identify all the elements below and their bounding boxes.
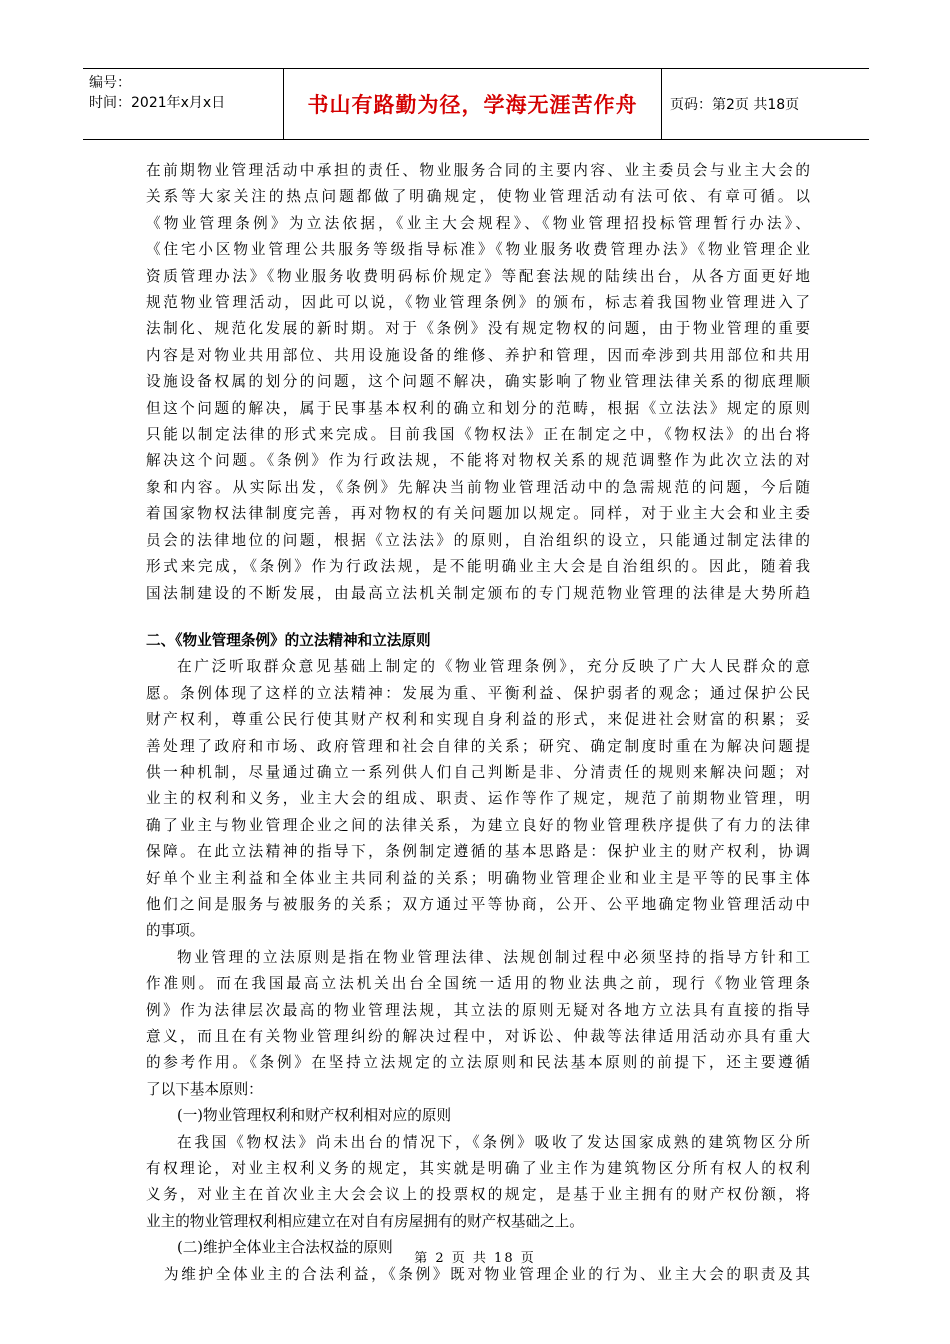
page-footer: 第 2 页 共 18 页 <box>414 1251 536 1266</box>
text-line: 为维护全体业主的合法利益，《条例》既对物业管理企业的行为、业主大会的职责及其 <box>164 1265 810 1283</box>
paragraph-4 <box>146 1130 810 1236</box>
text-line: 善处理了政府和市场、政府管理和社会自律的关系；研究、确定制度时重在为解决问题提 <box>146 737 810 755</box>
paragraph-3 <box>146 945 810 1103</box>
text-line: 愿。条例体现了这样的立法精神：发展为重、平衡利益、保护弱者的观念；通过保护公民 <box>146 684 810 702</box>
text-line: 在广泛听取群众意见基础上制定的《物业管理条例》，充分反映了广大人民群众的意 <box>177 658 810 676</box>
text-line: 象和内容。从实际出发，《条例》先解决当前物业管理活动中的急需规范的问题，今后随 <box>146 478 810 496</box>
text-line: 解决这个问题。《条例》作为行政法规，不能将对物权关系的规范调整作为此次立法的对 <box>146 452 810 470</box>
header-meta <box>83 69 284 139</box>
text-line: 设施设备权属的划分的问题，这个问题不解决，确实影响了物业管理法律关系的彻底理顺 <box>146 373 810 391</box>
text-line: 了以下基本原则： <box>146 1080 263 1098</box>
text-line: 业主的权利和义务，业主大会的组成、职责、运作等作了规定，规范了前期物业管理，明 <box>146 790 810 808</box>
text-line: 《住宅小区物业管理公共服务等级指导标准》《物业服务收费管理办法》《物业管理企业 <box>146 241 810 259</box>
paragraph-1 <box>146 158 810 607</box>
text-line: 财产权利，尊重公民行使其财产权利和实现自身利益的形式，来促进社会财富的积累；妥 <box>146 711 810 729</box>
text-line: 内容是对物业共用部位、共用设施设备的维修、养护和管理，因而牵涉到共用部位和共用 <box>146 346 810 364</box>
text-line: 资质管理办法》《物业服务收费明码标价规定》等配套法规的陆续出台，从各方面更好地 <box>146 267 810 285</box>
text-line: 例》作为法律层次最高的物业管理法规，其立法的原则无疑对各地方立法具有直接的指导 <box>146 1001 810 1019</box>
text-line: 意义，而且在有关物业管理纠纷的解决过程中，对诉讼、仲裁等法律适用活动亦具有重大 <box>146 1028 810 1045</box>
subsection-2-title: (二)维护全体业主合法权益的原则 <box>177 1239 393 1257</box>
subsection-1-title: (一)物业管理权利和财产权利相对应的原则 <box>177 1107 452 1125</box>
text-line: 供一种机制，尽量通过确立一系列供人们自己判断是非、分清责任的规则来解决问题；对 <box>146 763 810 781</box>
section-title: 二、《物业管理条例》的立法精神和立法原则 <box>146 631 431 649</box>
text-line: 《物业管理条例》为立法依据，《业主大会规程》、《物业管理招投标管理暂行办法》、 <box>146 214 810 232</box>
text-line: 在我国《物权法》尚未出台的情况下，《条例》吸收了发达国家成熟的建筑物区分所 <box>177 1133 810 1151</box>
text-line: 好单个业主利益和全体业主共同利益的关系；明确物业管理企业和业主是平等的民事主体 <box>146 869 810 887</box>
header-motto: 书山有路勤为径，学海无涯苦作舟 <box>307 93 638 117</box>
text-line: 物业管理的立法原则是指在物业管理法律、法规创制过程中必须坚持的指导方针和工 <box>177 948 810 966</box>
page-header <box>83 68 869 140</box>
text-line: 国法制建设的不断发展，由最高立法机关制定颁布的专门规范物业管理的法律是大势所趋 <box>146 584 810 602</box>
text-line: 只能以制定法律的形式来完成。目前我国《物权法》正在制定之中，《物权法》的出台将 <box>146 426 810 444</box>
time-label: 时间：2021年x月x日 <box>89 95 226 111</box>
text-line: 形式来完成，《条例》作为行政法规，是不能明确业主大会是自治组织的。因此，随着我 <box>146 558 810 576</box>
paragraph-2 <box>146 654 810 944</box>
text-line: 员会的法律地位的问题，根据《立法法》的原则，自治组织的设立，只能通过制定法律的 <box>146 531 810 549</box>
text-line: 关系等大家关注的热点问题都做了明确规定，使物业管理活动有法可依、有章可循。以 <box>146 188 810 206</box>
text-line: 着国家物权法律制度完善，再对物权的有关问题加以规定。同样，对于业主大会和业主委 <box>146 505 810 523</box>
text-line: 义务，对业主在首次业主大会会议上的投票权的规定，是基于业主拥有的财产权份额，将 <box>146 1186 810 1204</box>
text-line: 作准则。而在我国最高立法机关出台全国统一适用的物业法典之前，现行《物业管理条 <box>146 975 810 993</box>
text-line: 有权理论，对业主权利义务的规定，其实就是明确了业主作为建筑物区分所有权人的权利 <box>146 1160 810 1178</box>
header-page-info: 页码：第2页 共18页 <box>670 97 800 113</box>
text-line: 他们之间是服务与被服务的关系；双方通过平等协商，公开、公平地确定物业管理活动中 <box>146 895 810 913</box>
text-line: 保障。在此立法精神的指导下，条例制定遵循的基本思路是：保护业主的财产权利，协调 <box>146 843 810 861</box>
text-line: 确了业主与物业管理企业之间的法律关系，为建立良好的物业管理秩序提供了有力的法律 <box>146 816 810 834</box>
text-line: 业主的物业管理权利相应建立在对自有房屋拥有的财产权基础之上。 <box>146 1212 584 1230</box>
text-line: 但这个问题的解决，属于民事基本权利的确立和划分的范畴，根据《立法法》规定的原则 <box>146 399 810 417</box>
header-motto-cell <box>284 69 662 139</box>
text-line: 规范物业管理活动，因此可以说，《物业管理条例》的颁布，标志着我国物业管理进入了 <box>146 294 810 312</box>
text-line: 在前期物业管理活动中承担的责任、物业服务合同的主要内容、业主委员会与业主大会的 <box>146 162 810 179</box>
text-line: 的事项。 <box>146 922 205 940</box>
document-body <box>146 158 810 1288</box>
text-line: 法制化、规范化发展的新时期。对于《条例》没有规定物权的问题，由于物业管理的重要 <box>146 320 810 338</box>
text-line: 的参考作用。《条例》在坚持立法规定的立法原则和民法基本原则的前提下，还主要遵循 <box>146 1054 810 1072</box>
number-label: 编号： <box>89 75 131 91</box>
